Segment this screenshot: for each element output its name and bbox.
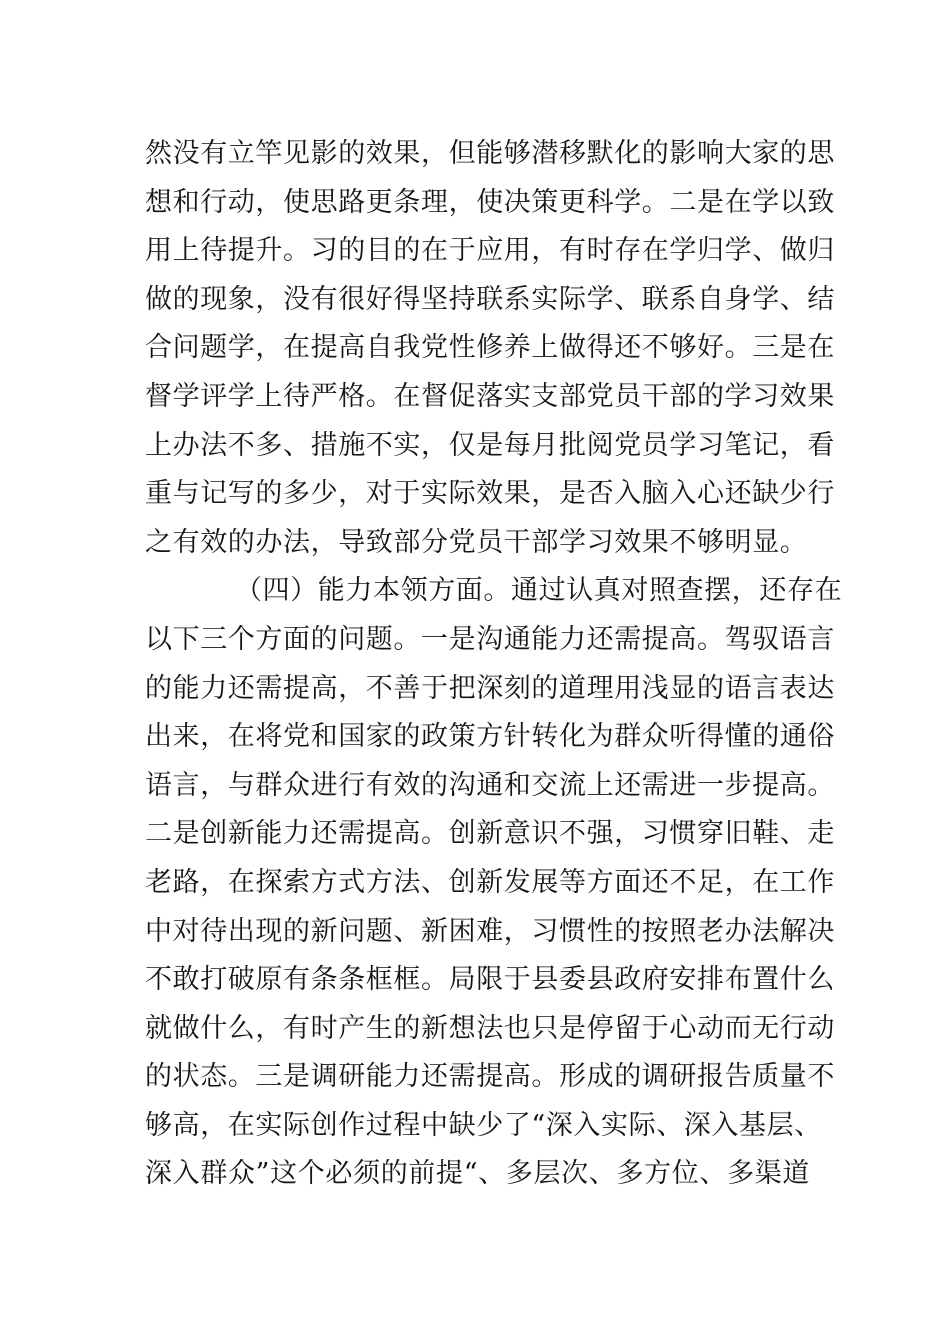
text-line: 之有效的办法，导致部分党员干部学习效果不够明显。 [145, 526, 808, 558]
text-line: 中对待出现的新问题、新困难，习惯性的按照老办法解决 [145, 915, 835, 947]
text-line: 上办法不多、措施不实，仅是每月批阅党员学习笔记，看 [145, 429, 835, 461]
text-line: 做的现象，没有很好得坚持联系实际学、联系自身学、结 [145, 283, 835, 315]
text-line: 然没有立竿见影的效果，但能够潜移默化的影响大家的思 [145, 138, 835, 169]
text-line: 合问题学，在提高自我党性修养上做得还不够好。三是在 [145, 332, 835, 364]
text-line: 够高，在实际创作过程中缺少了“深入实际、深入基层、 [145, 1109, 822, 1141]
text-line: 二是创新能力还需提高。创新意识不强，习惯穿旧鞋、走 [145, 818, 835, 850]
text-line: 不敢打破原有条条框框。局限于县委县政府安排布置什么 [145, 964, 835, 996]
text-line: 就做什么，有时产生的新想法也只是停留于心动而无行动 [145, 1012, 835, 1044]
text-line: 出来，在将党和国家的政策方针转化为群众听得懂的通俗 [145, 721, 835, 753]
text-line: 重与记写的多少，对于实际效果，是否入脑入心还缺少行 [145, 478, 835, 510]
text-line: 想和行动，使思路更条理，使决策更科学。二是在学以致 [145, 186, 835, 218]
text-line: 语言，与群众进行有效的沟通和交流上还需进一步提高。 [145, 769, 835, 801]
text-line: 督学评学上待严格。在督促落实支部党员干部的学习效果 [145, 380, 835, 412]
text-line: （四）能力本领方面。通过认真对照查摆，还存在 [235, 575, 843, 607]
text-line: 用上待提升。习的目的在于应用，有时存在学归学、做归 [145, 235, 835, 267]
text-line: 老路，在探索方式方法、创新发展等方面还不足，在工作 [145, 866, 835, 898]
body-text [145, 130, 843, 1199]
text-line: 以下三个方面的问题。一是沟通能力还需提高。驾驭语言 [145, 623, 835, 655]
text-line: 的状态。三是调研能力还需提高。形成的调研报告质量不 [145, 1061, 835, 1093]
text-line: 的能力还需提高，不善于把深刻的道理用浅显的语言表达 [145, 672, 835, 704]
text-line: 深入群众”这个必须的前提“、多层次、多方位、多渠道 [145, 1158, 810, 1190]
